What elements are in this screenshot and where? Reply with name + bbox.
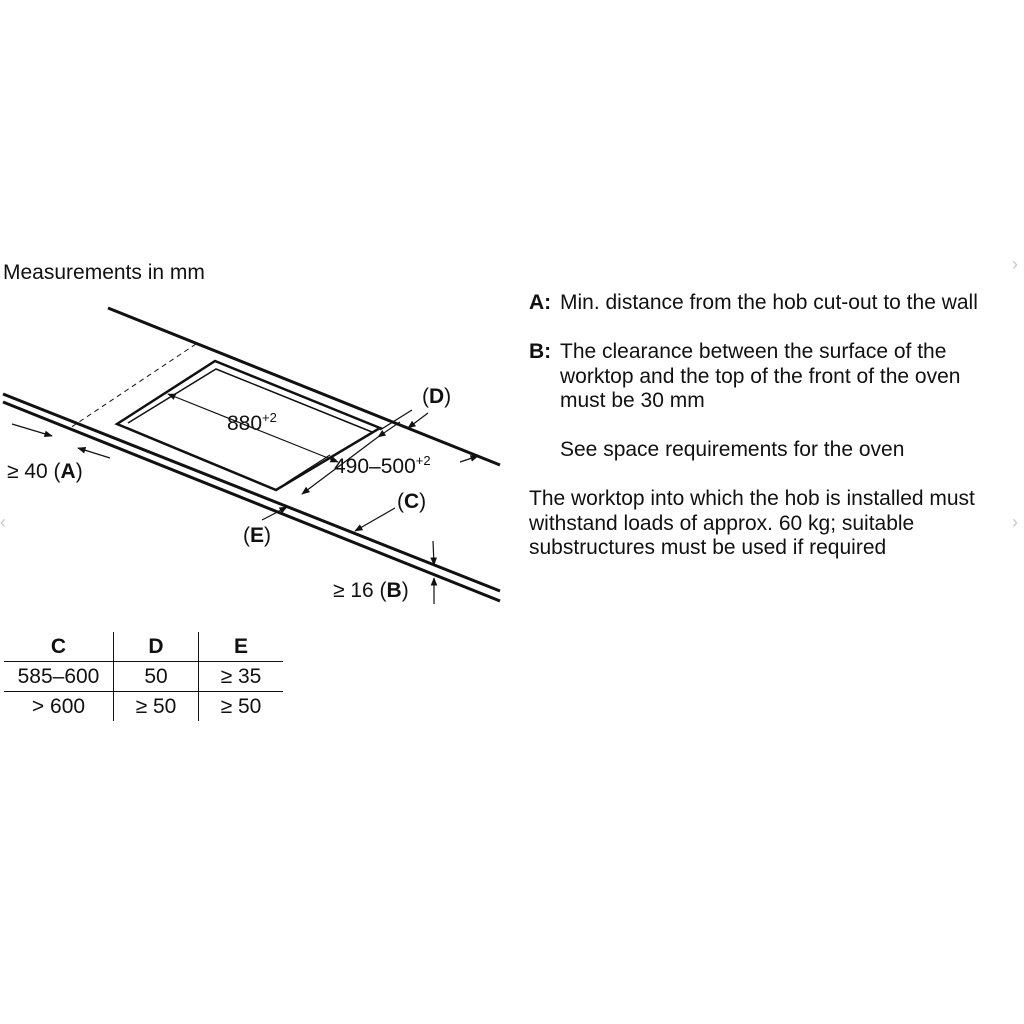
label-d-key: D bbox=[429, 385, 445, 408]
note-worktop-load bbox=[529, 487, 1009, 561]
label-b-prefix: ≥ 16 ( bbox=[333, 579, 387, 602]
table-cell: > 600 bbox=[4, 692, 114, 722]
chevron-right-icon[interactable]: › bbox=[1012, 254, 1018, 274]
label-c bbox=[397, 490, 426, 514]
dim-a-line-right bbox=[78, 448, 110, 458]
paren-close: ) bbox=[419, 490, 427, 513]
label-490-sup: +2 bbox=[415, 453, 431, 468]
label-a bbox=[7, 460, 83, 484]
note-text: See space requirements for the oven bbox=[560, 438, 905, 461]
note-a bbox=[529, 291, 1009, 316]
label-b bbox=[333, 579, 409, 603]
paren-close: ) bbox=[444, 385, 452, 408]
label-490 bbox=[334, 455, 431, 479]
paren-open: ( bbox=[422, 385, 429, 408]
label-880-sup: +2 bbox=[262, 410, 277, 425]
note-key: B: bbox=[529, 340, 552, 363]
note-see-oven bbox=[529, 438, 1009, 463]
label-e bbox=[243, 524, 271, 548]
paren-open: ( bbox=[243, 524, 250, 547]
paren-close: ) bbox=[75, 460, 83, 483]
table-cell: ≥ 50 bbox=[220, 694, 262, 718]
table-cell: 50 bbox=[114, 662, 199, 692]
label-d bbox=[422, 385, 451, 409]
dim-d-line bbox=[408, 413, 428, 428]
clearance-table bbox=[4, 632, 283, 721]
label-c-key: C bbox=[404, 490, 420, 513]
table-cell: ≥ 50 bbox=[114, 692, 199, 722]
paren-close: ) bbox=[264, 524, 272, 547]
table-cell: 585–600 bbox=[4, 662, 114, 692]
note-text: The clearance between the surface of the worktop and the top of the front of the oven must be 30 mm bbox=[560, 340, 961, 412]
chevron-right-icon[interactable]: › bbox=[1012, 512, 1018, 532]
table-cell: ≥ 35 bbox=[199, 662, 284, 692]
table-row bbox=[4, 662, 283, 692]
table-row bbox=[4, 692, 283, 722]
paren-open: ( bbox=[397, 490, 404, 513]
table-header-e: E bbox=[199, 632, 284, 662]
page-title: Measurements in mm bbox=[3, 261, 205, 284]
label-a-prefix: ≥ 40 ( bbox=[7, 460, 61, 483]
dim-a-line-left bbox=[12, 424, 52, 436]
paren-close: ) bbox=[401, 579, 409, 602]
chevron-left-icon[interactable]: ‹ bbox=[0, 512, 6, 532]
label-880-value: 880 bbox=[227, 412, 263, 435]
label-a-key: A bbox=[60, 460, 76, 483]
table-header-d: D bbox=[114, 632, 199, 662]
notes-panel bbox=[529, 291, 1009, 585]
label-490-value: 490–500 bbox=[334, 455, 416, 478]
dim-c-arrow-top bbox=[460, 456, 478, 462]
dim-490-ext2 bbox=[286, 455, 330, 483]
note-b bbox=[529, 340, 1009, 414]
dim-c-line bbox=[355, 508, 395, 531]
table-header-row bbox=[4, 632, 283, 662]
label-b-key: B bbox=[386, 579, 402, 602]
label-e-key: E bbox=[250, 524, 265, 547]
dim-b-arrow-top bbox=[433, 541, 434, 565]
note-key: A: bbox=[529, 291, 552, 314]
label-880 bbox=[227, 412, 277, 436]
note-text: Min. distance from the hob cut-out to the wall bbox=[560, 291, 978, 314]
table-header-c: C bbox=[4, 632, 114, 662]
note-text: The worktop into which the hob is installed must withstand loads of approx. 60 kg; suitable substructures must be used if required bbox=[529, 487, 975, 559]
